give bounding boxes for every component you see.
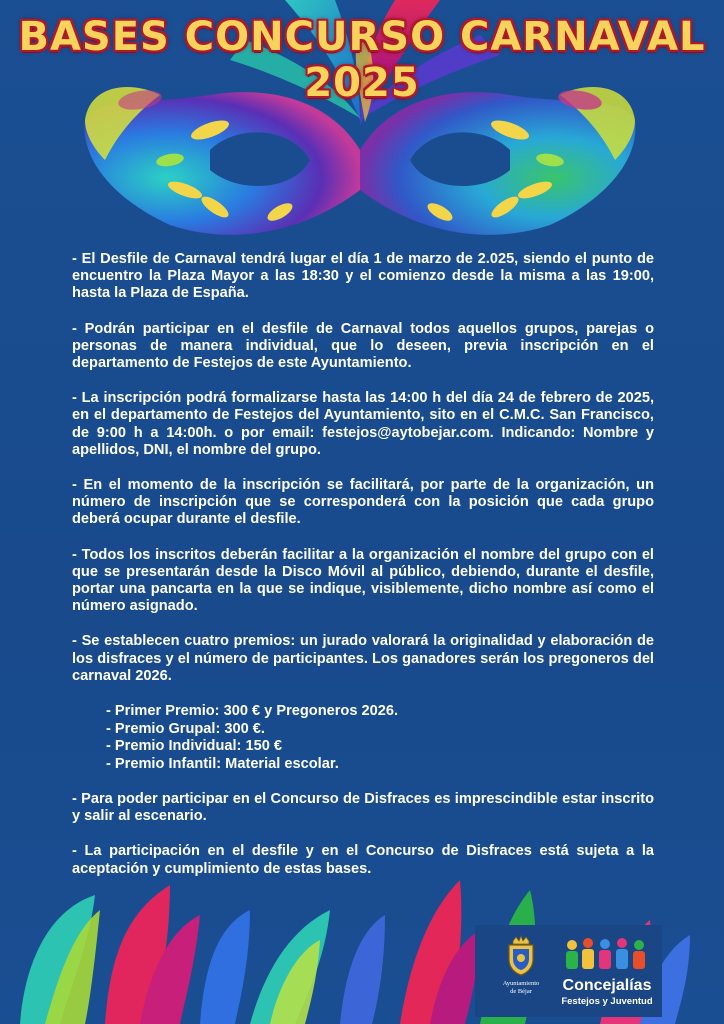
coat-of-arms-icon [501, 935, 541, 977]
rule-paragraph: - Todos los inscritos deberán facilitar a la organización el nombre del grupo con el que se presentarán desde la Disco Móvil al público, debiendo, durante el desfile, portar una pancarta en la que se indique, visiblemente, dicho nombre así como el número asignado. [72, 546, 654, 615]
people-group-icon [562, 935, 652, 975]
rule-paragraph: - Se establecen cuatro premios: un jurado valorará la originalidad y elaboración de los disfraces y el número de participantes. Los ganadores serán los pregoneros del carnaval 2026. [72, 633, 654, 684]
ayuntamiento-line2: de Béjar [510, 988, 532, 995]
concejalias-subtitle: Festejos y Juventud [561, 996, 653, 1007]
prize-item: - Premio Infantil: Material escolar. [106, 755, 339, 772]
prize-list [106, 703, 654, 773]
rule-paragraph: - Para poder participar en el Concurso de Disfraces es imprescindible estar inscrito y salir al escenario. [72, 791, 654, 825]
rule-paragraph: - Podrán participar en el desfile de Carnaval todos aquellos grupos, parejas o personas de manera individual, que lo deseen, previa inscripción en el departamento de Festejos de este Ayuntamiento. [72, 320, 654, 372]
concejalias-title: Concejalías [562, 977, 652, 994]
prize-item: - Primer Premio: 300 € y Pregoneros 2026. [106, 703, 399, 720]
rules-text [72, 251, 654, 896]
rule-paragraph: - La inscripción podrá formalizarse hasta las 14:00 h del día 24 de febrero de 2025, en el departamento de Festejos del Ayuntamiento, sito en el C.M.C. San Francisco, de 9:00 h a 14:00h. o por email: festejos@aytobejar.com. Indicando: Nombre y apellidos, DNI, el nombre del grupo. [72, 390, 654, 458]
rule-paragraph: - La participación en el desfile y en el Concurso de Disfraces está sujeta a la aceptación y cumplimiento de estas bases. [72, 843, 654, 877]
ayuntamiento-logo [493, 935, 549, 996]
poster-title: BASES CONCURSO CARNAVAL 2025 [18, 14, 706, 106]
prize-item: - Premio Individual: 150 € [106, 738, 282, 755]
rule-paragraph: - En el momento de la inscripción se facilitará, por parte de la organización, un número de inscripción que se corresponderá con la posición que cada grupo deberá ocupar durante el desfile. [72, 477, 654, 528]
logos-panel [475, 925, 662, 1017]
prize-item: - Premio Grupal: 300 €. [106, 720, 265, 737]
concejalias-logo [557, 933, 657, 1007]
ayuntamiento-line1: Ayuntamiento [502, 980, 540, 987]
rule-paragraph: - El Desfile de Carnaval tendrá lugar el día 1 de marzo de 2.025, siendo el punto de encuentro la Plaza Mayor a las 18:30 y el comienzo desde la misma a las 19:00, hasta la Plaza de España. [72, 251, 654, 302]
